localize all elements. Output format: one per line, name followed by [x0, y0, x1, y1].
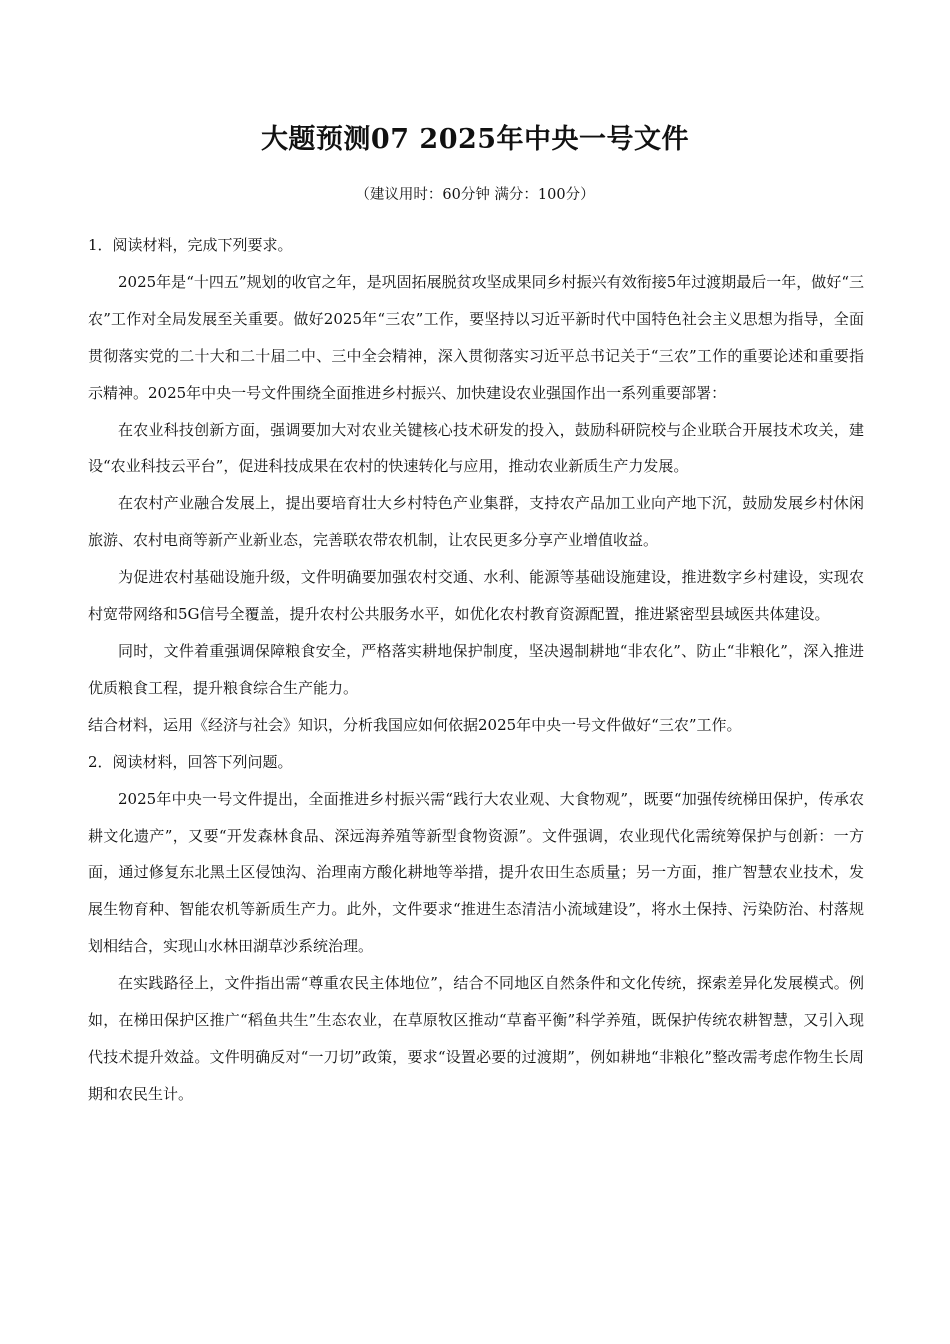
question-2-paragraph-2: 在实践路径上，文件指出需“尊重农民主体地位”，结合不同地区自然条件和文化传统，探索差异化发展模式。例如，在梯田保护区推广“稻鱼共生”生态农业，在草原牧区推动“草畜平衡”科学养殖，既保护传统农耕智慧，又引入现代技术提升效益。文件明确反对“一刀切”政策，要求“设置必要的过渡期”，例如耕地“非粮化”整改需考虑作物生长周期和农民生计。: [88, 974, 864, 1103]
document-body: [88, 227, 864, 1113]
question-1-task: 结合材料，运用《经济与社会》知识，分析我国应如何依据2025年中央一号文件做好“三农”工作。: [88, 715, 742, 734]
document-title: 大题预测07 2025年中央一号文件: [260, 124, 690, 155]
question-2-heading: 2．阅读材料，回答下列问题。: [88, 752, 293, 771]
question-1-heading: 1．阅读材料，完成下列要求。: [88, 236, 293, 254]
question-1-paragraph-1: 2025年是“十四五”规划的收官之年，是巩固拓展脱贫攻坚成果同乡村振兴有效衔接5年过渡期最后一年，做好“三农”工作对全局发展至关重要。做好2025年“三农”工作，要坚持以习近平新时代中国特色社会主义思想为指导，全面贯彻落实党的二十大和二十届二中、三中全会精神，深入贯彻落实习近平总书记关于“三农”工作的重要论述和重要指示精神。2025年中央一号文件围绕全面推进乡村振兴、加快建设农业强国作出一系列重要部署：: [88, 272, 864, 402]
question-1-paragraph-5: 同时，文件着重强调保障粮食安全，严格落实耕地保护制度，坚决遏制耕地“非农化”、防止“非粮化”，深入推进优质粮食工程，提升粮食综合生产能力。: [88, 641, 864, 697]
document-subtitle: （建议用时：60分钟 满分：100分）: [355, 187, 595, 203]
question-2: [88, 744, 864, 1113]
question-1-paragraph-3: 在农村产业融合发展上，提出要培育壮大乡村特色产业集群，支持农产品加工业向产地下沉，鼓励发展乡村休闲旅游、农村电商等新产业新业态，完善联农带农机制，让农民更多分享产业增值收益。: [88, 494, 864, 550]
question-1-paragraph-4: 为促进农村基础设施升级，文件明确要加强农村交通、水利、能源等基础设施建设，推进数字乡村建设，实现农村宽带网络和5G信号全覆盖，提升农村公共服务水平，如优化农村教育资源配置，推进紧密型县域医共体建设。: [88, 568, 864, 624]
question-2-paragraph-1: 2025年中央一号文件提出，全面推进乡村振兴需“践行大农业观、大食物观”，既要“加强传统梯田保护，传承农耕文化遗产”，又要“开发森林食品、深远海养殖等新型食物资源”。文件强调，农业现代化需统筹保护与创新：一方面，通过修复东北黑土区侵蚀沟、治理南方酸化耕地等举措，提升农田生态质量；另一方面，推广智慧农业技术，发展生物育种、智能农机等新质生产力。此外，文件要求“推进生态清洁小流域建设”，将水土保持、污染防治、村落规划相结合，实现山水林田湖草沙系统治理。: [88, 789, 864, 956]
question-1-paragraph-2: 在农业科技创新方面，强调要加大对农业关键核心技术研发的投入，鼓励科研院校与企业联合开展技术攻关，建设“农业科技云平台”，促进科技成果在农村的快速转化与应用，推动农业新质生产力发展。: [88, 420, 864, 476]
question-1: [88, 227, 864, 744]
